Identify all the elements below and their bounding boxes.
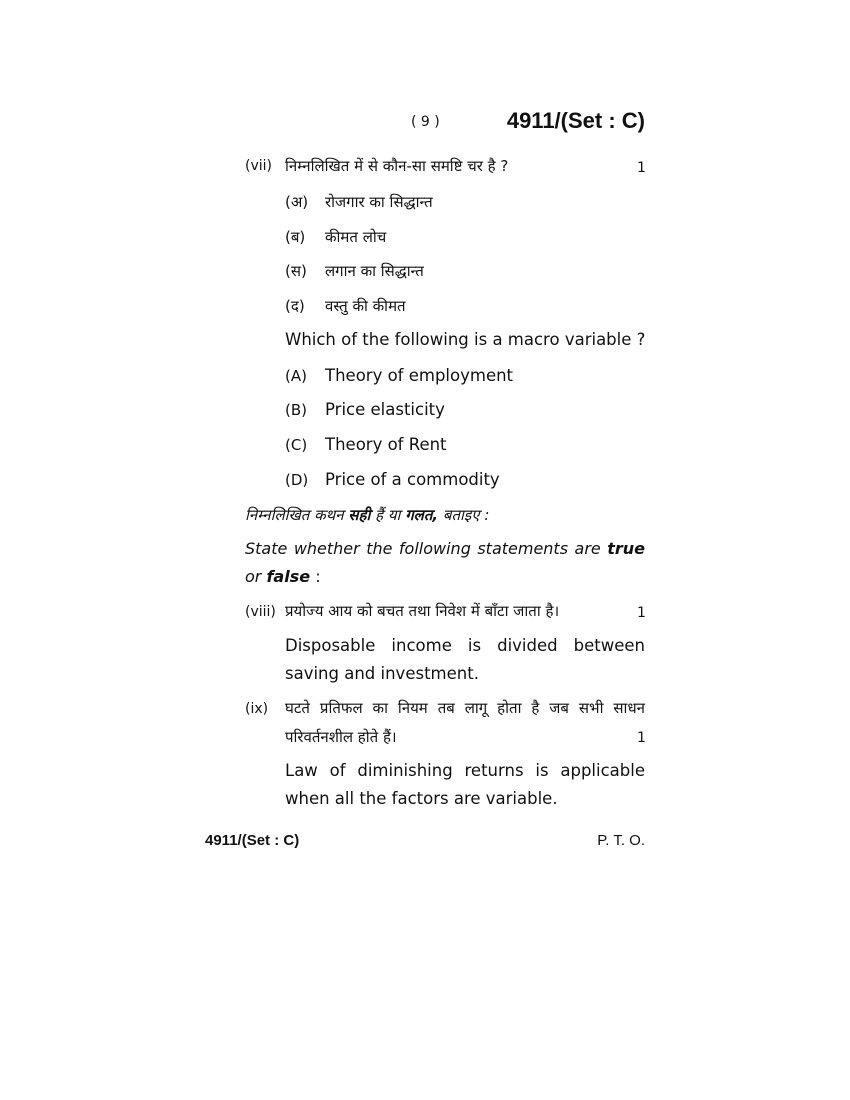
question-vii-english: Which of the following is a macro variable ? [285, 330, 646, 349]
option-text-b: Price elasticity [325, 400, 445, 419]
question-vii-hindi: निम्नलिखित में से कौन-सा समष्टि चर है ? [285, 157, 509, 175]
marks-vii: 1 [637, 160, 646, 176]
option-letter-a: (A) [285, 367, 307, 385]
question-number-vii: (vii) [245, 158, 272, 174]
question-number-viii: (viii) [245, 604, 276, 620]
question-viii-english-line2: saving and investment. [285, 664, 479, 683]
option-letter-hindi-b: (ब) [285, 228, 306, 246]
paper-code: 4911/(Set : C) [506, 108, 645, 133]
question-viii-hindi: प्रयोज्य आय को बचत तथा निवेश में बाँटा जाता है। [285, 602, 560, 620]
option-letter-d: (D) [285, 471, 309, 489]
page-number: ( 9 ) [411, 114, 440, 130]
option-text-a: Theory of employment [325, 366, 514, 385]
option-text-hindi-b: कीमत लोच [325, 228, 387, 246]
option-letter-c: (C) [285, 436, 308, 454]
question-number-ix: (ix) [245, 701, 269, 717]
instruction-hindi-sahi: सही [348, 506, 371, 524]
section-instruction-english-line1 [245, 539, 645, 558]
instruction-hindi-galat: गलत, [405, 506, 439, 524]
question-ix-hindi-line2: परिवर्तनशील होते हैं। [285, 728, 397, 746]
instruction-english-colon: : [315, 567, 321, 586]
option-letter-hindi-d: (द) [285, 297, 305, 315]
option-letter-b: (B) [285, 401, 307, 419]
option-text-d: Price of a commodity [325, 470, 500, 489]
option-letter-hindi-a: (अ) [285, 193, 309, 211]
question-ix-english-line2: when all the factors are variable. [285, 789, 558, 808]
footer-paper-code: 4911/(Set : C) [205, 832, 300, 849]
marks-viii: 1 [637, 605, 646, 621]
footer-pto: P. T. O. [597, 832, 645, 849]
instruction-english-pre: State whether the following statements are [245, 539, 601, 558]
instruction-english-or: or [245, 567, 262, 586]
option-letter-hindi-c: (स) [285, 262, 307, 280]
option-text-hindi-a: रोजगार का सिद्धान्त [325, 193, 433, 211]
question-viii-english-line1: Disposable income is divided between [285, 636, 645, 655]
option-text-hindi-d: वस्तु की कीमत [325, 297, 406, 315]
instruction-english-false: false [266, 567, 311, 586]
option-text-hindi-c: लगान का सिद्धान्त [325, 262, 424, 280]
option-text-c: Theory of Rent [325, 435, 447, 454]
section-instruction-english-line2 [245, 567, 321, 586]
instruction-hindi-mid: हैं या [375, 506, 401, 524]
marks-ix: 1 [637, 730, 646, 746]
section-instruction-hindi [245, 505, 489, 525]
question-ix-english-line1: Law of diminishing returns is applicable [285, 761, 645, 780]
instruction-hindi-pre: निम्नलिखित कथन [245, 506, 344, 524]
instruction-hindi-post: बताइए : [442, 506, 490, 524]
instruction-english-true: true [607, 539, 646, 558]
question-ix-hindi-line1: घटते प्रतिफल का नियम तब लागू होता है जब सभी साधन [285, 699, 645, 717]
